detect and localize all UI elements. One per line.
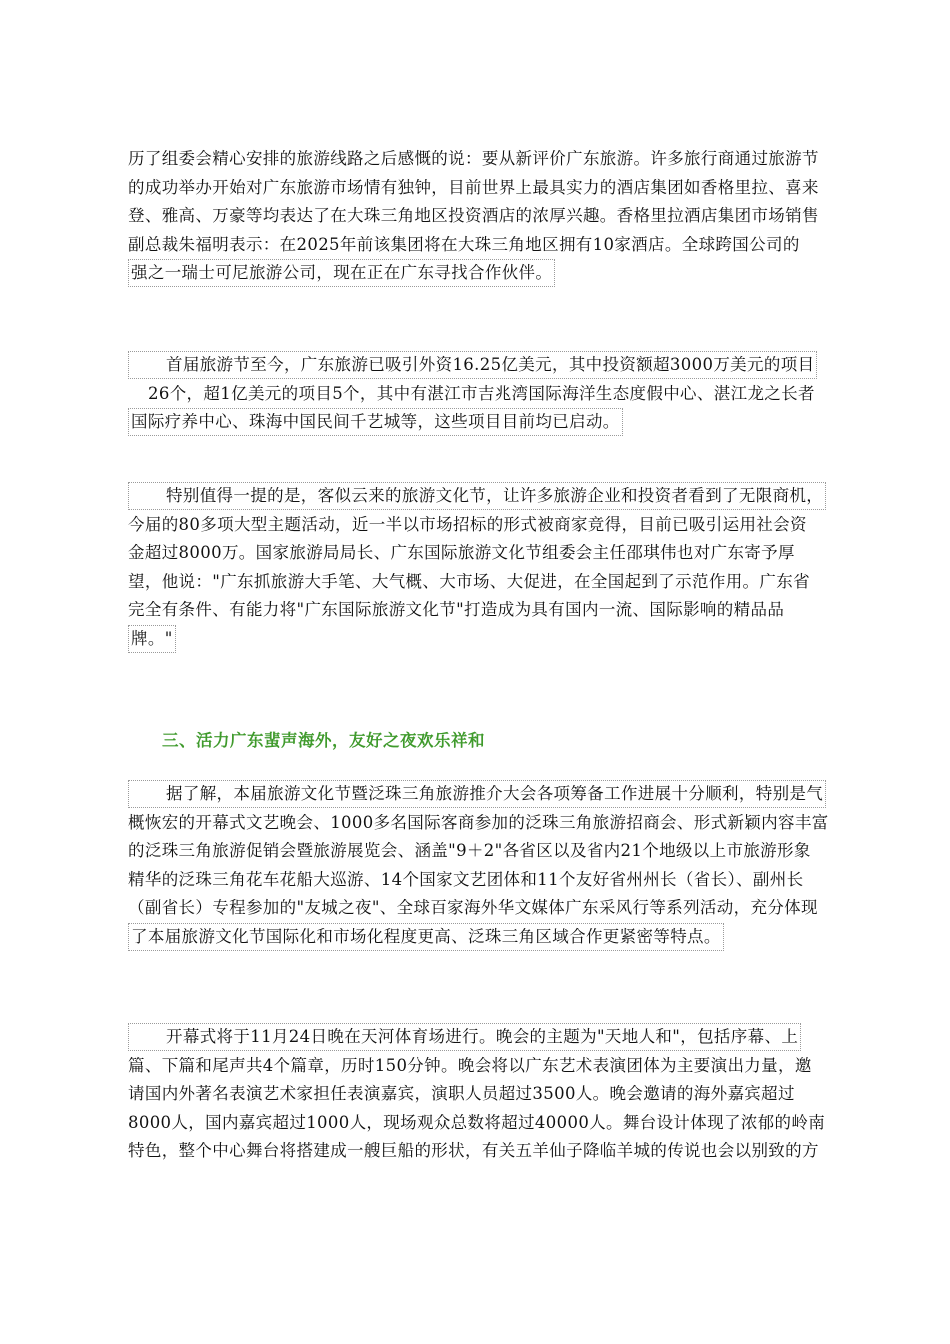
text-line: 牌。" — [128, 625, 828, 654]
text-line: 登、雅高、万豪等均表达了在大珠三角地区投资酒店的浓厚兴趣。香格里拉酒店集团市场销售 — [128, 206, 819, 225]
text-line: 了本届旅游文化节国际化和市场化程度更高、泛珠三角区域合作更紧密等特点。 — [128, 923, 828, 952]
text-line: （副省长）专程参加的"友城之夜"、全球百家海外华文媒体广东采风行等系列活动，充分体现 — [128, 898, 818, 917]
paragraph-foreign-investment — [128, 351, 828, 437]
text-line: 今届的80多项大型主题活动，近一半以市场招标的形式被商家竞得，目前已吸引运用社会资 — [128, 514, 807, 534]
text-line: 强之一瑞士可尼旅游公司，现在正在广东寻找合作伙伴。 — [128, 259, 828, 288]
text-line: 的泛珠三角旅游促销会暨旅游展览会、涵盖"9＋2"各省区以及省内21个地级以上市旅游形象 — [128, 841, 811, 860]
paragraph-preparations — [128, 780, 828, 951]
text-line: 8000人，国内嘉宾超过1000人，现场观众总数将超过40000人。舞台设计体现了浓郁的岭南 — [128, 1112, 826, 1132]
section-heading: 三、活力广东蜚声海外，友好之夜欢乐祥和 — [162, 731, 485, 750]
text-line: 概恢宏的开幕式文艺晚会、1000多名国际客商参加的泛珠三角旅游招商会、形式新颖内容丰富 — [128, 812, 829, 832]
text-line: 特别值得一提的是，客似云来的旅游文化节，让许多旅游企业和投资者看到了无限商机， — [128, 482, 828, 511]
text-line: 据了解，本届旅游文化节暨泛珠三角旅游推介大会各项筹备工作进展十分顺利，特别是气 — [128, 780, 828, 809]
paragraph-opening-ceremony — [128, 1023, 828, 1166]
text-line: 26个，超1亿美元的项目5个，其中有湛江市吉兆湾国际海洋生态度假中心、湛江龙之长者 — [148, 383, 815, 403]
text-line: 请国内外著名表演艺术家担任表演嘉宾，演职人员超过3500人。晚会邀请的海外嘉宾超过 — [128, 1084, 795, 1103]
text-line: 历了组委会精心安排的旅游线路之后感慨的说：要从新评价广东旅游。许多旅行商通过旅游节 — [128, 149, 819, 168]
paragraph-business-opportunities — [128, 482, 828, 653]
text-line: 国际疗养中心、珠海中国民间千艺城等，这些项目目前均已启动。 — [128, 408, 828, 437]
text-line: 精华的泛珠三角花车花船大巡游、14个国家文艺团体和11个友好省州州长（省长）、副州长 — [128, 869, 804, 889]
paragraph-investment-intro — [128, 145, 828, 288]
text-line: 开幕式将于11月24日晚在天河体育场进行。晚会的主题为"天地人和"，包括序幕、上 — [128, 1023, 828, 1052]
text-line: 金超过8000万。国家旅游局局长、广东国际旅游文化节组委会主任邵琪伟也对广东寄予厚 — [128, 543, 795, 562]
text-line: 完全有条件、有能力将"广东国际旅游文化节"打造成为具有国内一流、国际影响的精品品 — [128, 600, 785, 619]
text-line: 特色，整个中心舞台将搭建成一艘巨船的形状，有关五羊仙子降临羊城的传说也会以别致的方 — [128, 1141, 819, 1160]
text-line: 篇、下篇和尾声共4个篇章，历时150分钟。晚会将以广东艺术表演团体为主要演出力量，邀 — [128, 1055, 812, 1075]
text-line: 的成功举办开始对广东旅游市场情有独钟，目前世界上最具实力的酒店集团如香格里拉、喜来 — [128, 177, 819, 197]
text-line: 副总裁朱福明表示：在2025年前该集团将在大珠三角地区拥有10家酒店。全球跨国公司的 — [128, 234, 800, 254]
text-line: 首届旅游节至今，广东旅游已吸引外资16.25亿美元，其中投资额超3000万美元的项目 — [128, 351, 828, 380]
text-line: 望，他说："广东抓旅游大手笔、大气概、大市场、大促进，在全国起到了示范作用。广东省 — [128, 571, 810, 591]
